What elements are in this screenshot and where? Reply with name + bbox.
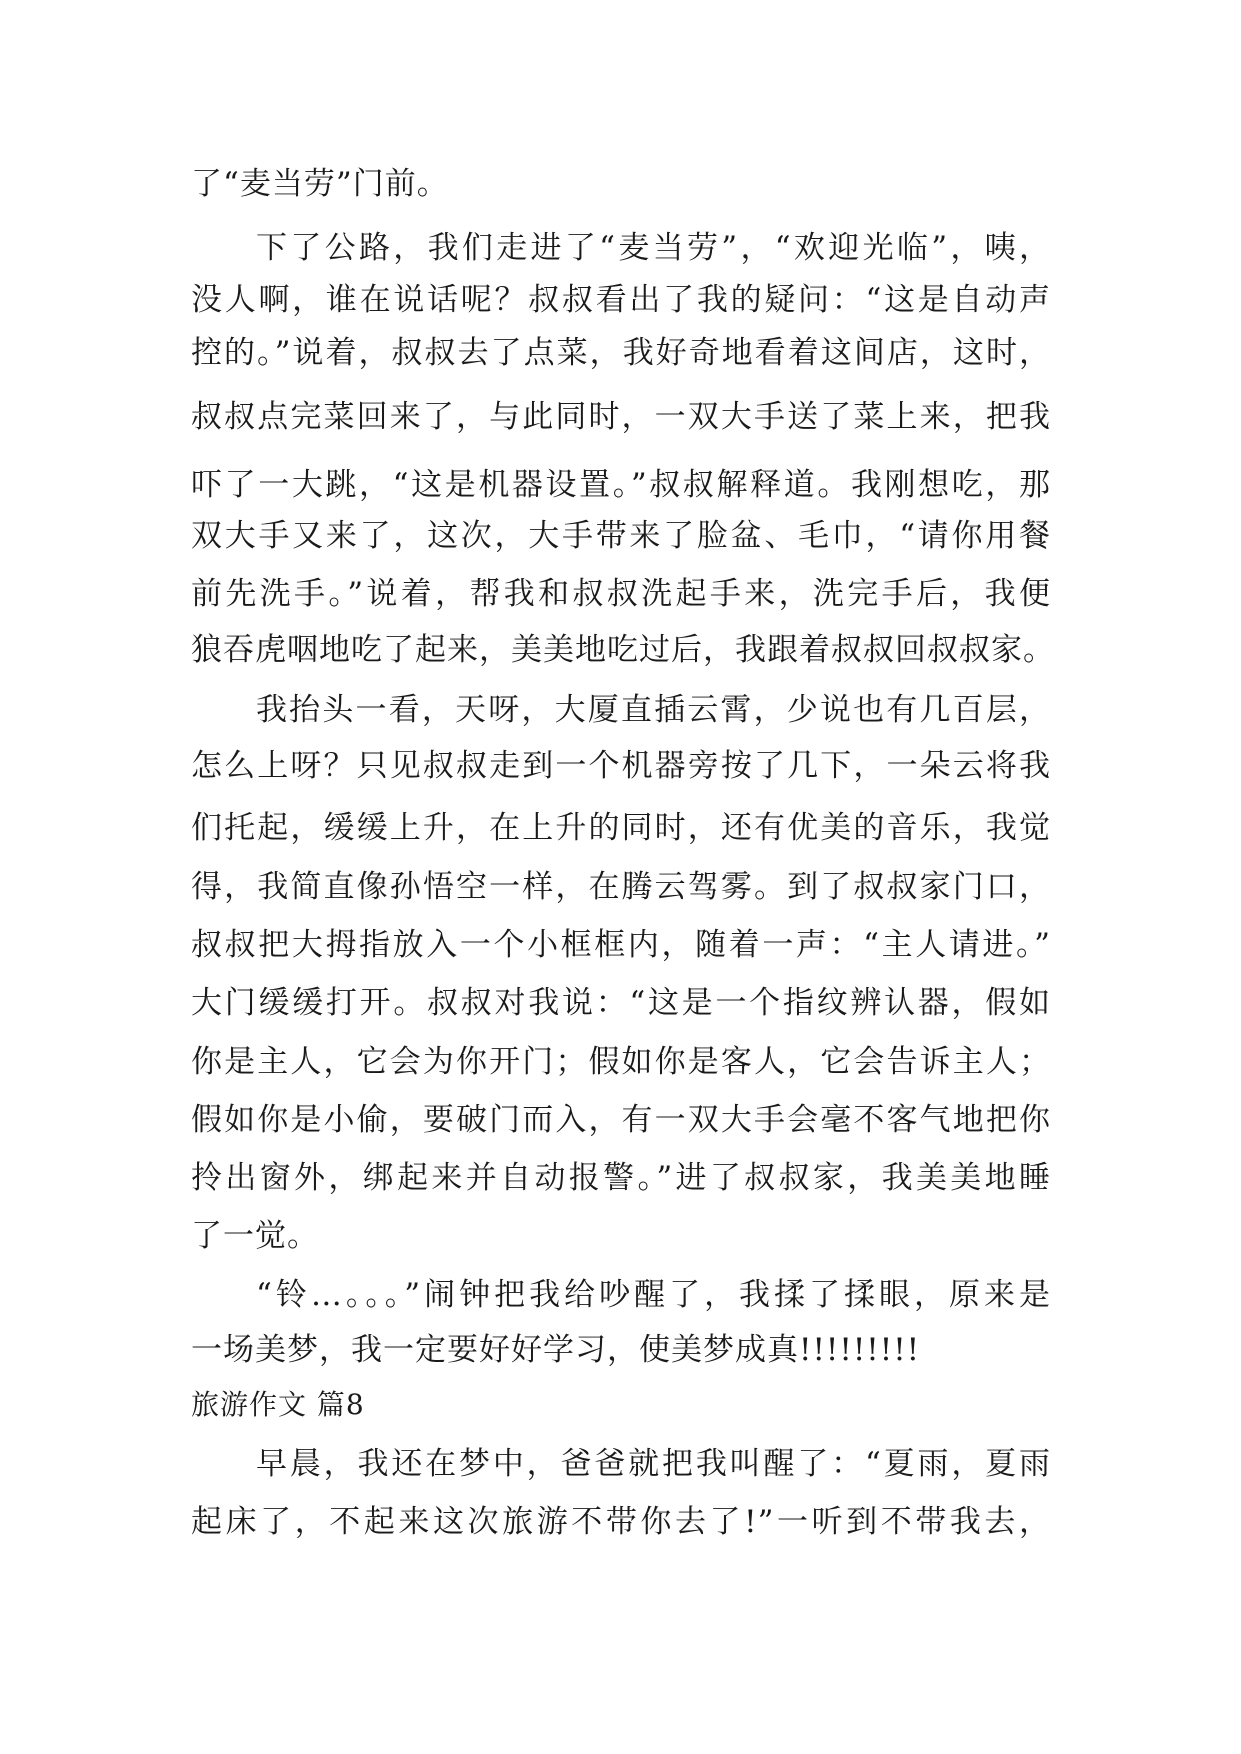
text-line: 大门缓缓打开。叔叔对我说：“这是一个指纹辨认器，假如 xyxy=(191,985,1051,1021)
text-line: 双大手又来了，这次，大手带来了脸盆、毛巾，“请你用餐 xyxy=(191,518,1051,554)
text-line: 了“麦当劳”门前。 xyxy=(191,166,449,202)
text-line: 假如你是小偷，要破门而入，有一双大手会毫不客气地把你 xyxy=(191,1102,1051,1138)
text-line: “铃…。。。”闹钟把我给吵醒了，我揉了揉眼，原来是 xyxy=(256,1277,1051,1313)
text-line: 吓了一大跳，“这是机器设置。”叔叔解释道。我刚想吃，那 xyxy=(191,467,1051,503)
text-line: 狼吞虎咽地吃了起来，美美地吃过后，我跟着叔叔回叔叔家。 xyxy=(191,632,1055,668)
text-line: 没人啊，谁在说话呢？叔叔看出了我的疑问：“这是自动声 xyxy=(191,282,1051,318)
text-line: 们托起，缓缓上升，在上升的同时，还有优美的音乐，我觉 xyxy=(191,810,1051,846)
text-line: 了一觉。 xyxy=(191,1218,319,1254)
text-line: 一场美梦，我一定要好好学习，使美梦成真!!!!!!!!! xyxy=(191,1332,921,1368)
text-line: 你是主人，它会为你开门；假如你是客人，它会告诉主人； xyxy=(191,1044,1051,1080)
text-line: 控的。”说着，叔叔去了点菜，我好奇地看着这间店，这时， xyxy=(191,335,1051,371)
text-line: 起床了，不起来这次旅游不带你去了!”一听到不带我去， xyxy=(191,1504,1051,1540)
text-line: 下了公路，我们走进了“麦当劳”，“欢迎光临”，咦， xyxy=(256,230,1051,266)
text-line: 得，我简直像孙悟空一样，在腾云驾雾。到了叔叔家门口， xyxy=(191,869,1051,905)
text-line: 叔叔点完菜回来了，与此同时，一双大手送了菜上来，把我 xyxy=(191,399,1051,435)
text-line: 前先洗手。”说着，帮我和叔叔洗起手来，洗完手后，我便 xyxy=(191,576,1051,612)
text-line: 我抬头一看，天呀，大厦直插云霄，少说也有几百层， xyxy=(256,692,1051,728)
text-line: 叔叔把大拇指放入一个小框框内，随着一声：“主人请进。” xyxy=(191,927,1051,963)
section-heading: 旅游作文 篇8 xyxy=(191,1388,365,1421)
text-line: 拎出窗外，绑起来并自动报警。”进了叔叔家，我美美地睡 xyxy=(191,1160,1051,1196)
text-line: 怎么上呀？只见叔叔走到一个机器旁按了几下，一朵云将我 xyxy=(191,748,1051,784)
text-line: 早晨，我还在梦中，爸爸就把我叫醒了：“夏雨，夏雨 xyxy=(256,1446,1051,1482)
